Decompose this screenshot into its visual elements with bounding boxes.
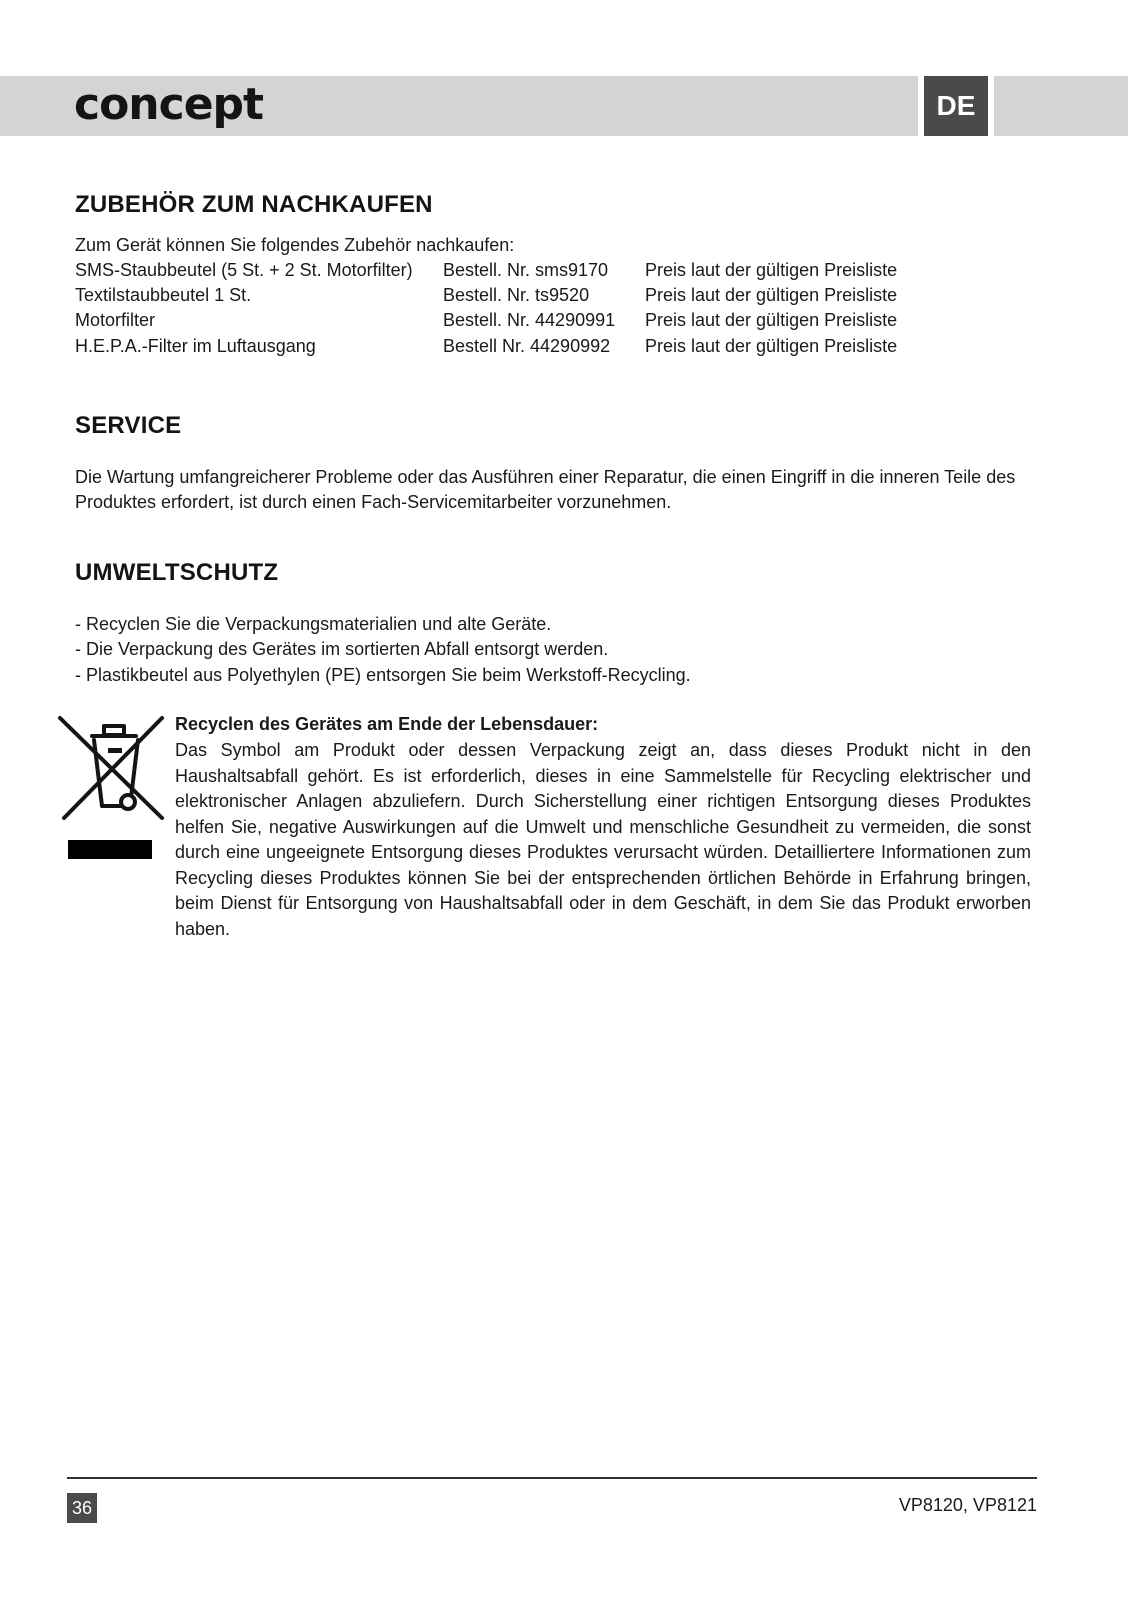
- accessory-row: [75, 334, 975, 360]
- header-separator: [988, 76, 994, 136]
- service-text-line: Produktes erfordert, ist durch einen Fach-Servicemitarbeiter vorzunehmen.: [75, 492, 672, 512]
- accessory-order-number: Bestell. Nr. sms9170: [443, 260, 609, 280]
- accessory-name: H.E.P.A.-Filter im Luftausgang: [75, 336, 316, 356]
- section-title-environment: UMWELTSCHUTZ: [75, 559, 279, 586]
- recycle-heading: Recyclen des Gerätes am Ende der Lebensdauer:: [175, 714, 599, 734]
- accessory-price: Preis laut der gültigen Preisliste: [645, 336, 898, 356]
- accessory-order-number: Bestell. Nr. ts9520: [443, 285, 590, 305]
- accessory-row: [75, 283, 975, 309]
- footer-divider: [67, 1477, 1037, 1479]
- accessories-intro: Zum Gerät können Sie folgendes Zubehör nachkaufen:: [75, 235, 515, 255]
- accessory-order-number: Bestell. Nr. 44290991: [443, 310, 616, 330]
- page-number: 36: [67, 1493, 97, 1523]
- brand-logo: concept: [74, 79, 264, 130]
- language-badge: DE: [924, 76, 988, 136]
- accessory-price: Preis laut der gültigen Preisliste: [645, 310, 898, 330]
- accessory-price: Preis laut der gültigen Preisliste: [645, 260, 898, 280]
- accessory-name: Motorfilter: [75, 310, 156, 330]
- model-number: VP8120, VP8121: [898, 1495, 1037, 1515]
- environment-bullet: - Recyclen Sie die Verpackungsmaterialien und alte Geräte.: [75, 614, 552, 634]
- recycle-paragraph: Das Symbol am Produkt oder dessen Verpackung zeigt an, dass dieses Produkt nicht in den Haushaltsabfall gehört. Es ist erforderlich, dieses in eine Sammelstelle für Recycling elektrischer und elektronischer Anlagen abzuliefern. Durch Sicherstellung einer richtigen Entsorgung dieses Produktes helfen Sie, negative Auswirkungen auf die Umwelt und menschliche Gesundheit zu vermeiden, die sonst durch eine ungeeignete Entsorgung dieses Produktes verursacht würden. Detailliertere Informationen zum Recycling dieses Produktes können Sie bei der entsprechenden örtlichen Behörde in Erfahrung bringen, beim Dienst für Entsorgung von Haushaltsabfall oder in dem Geschäft, in dem Sie das Produkt erworben haben.: [175, 740, 1031, 939]
- accessory-name: Textilstaubbeutel 1 St.: [75, 285, 252, 305]
- weee-crossed-bin-icon: [58, 714, 168, 864]
- accessory-price: Preis laut der gültigen Preisliste: [645, 285, 898, 305]
- environment-bullet: - Plastikbeutel aus Polyethylen (PE) entsorgen Sie beim Werkstoff-Recycling.: [75, 665, 691, 685]
- accessory-name: SMS-Staubbeutel (5 St. + 2 St. Motorfilter): [75, 260, 413, 280]
- accessory-order-number: Bestell Nr. 44290992: [443, 336, 611, 356]
- section-title-accessories: ZUBEHÖR ZUM NACHKAUFEN: [75, 191, 433, 218]
- accessory-row: [75, 258, 975, 284]
- section-title-service: SERVICE: [75, 412, 182, 439]
- environment-bullet: - Die Verpackung des Gerätes im sortierten Abfall entsorgt werden.: [75, 639, 609, 659]
- accessory-row: [75, 308, 975, 334]
- service-text-line: Die Wartung umfangreicherer Probleme oder das Ausführen einer Reparatur, die einen Eingriff in die inneren Teile des: [75, 467, 1016, 487]
